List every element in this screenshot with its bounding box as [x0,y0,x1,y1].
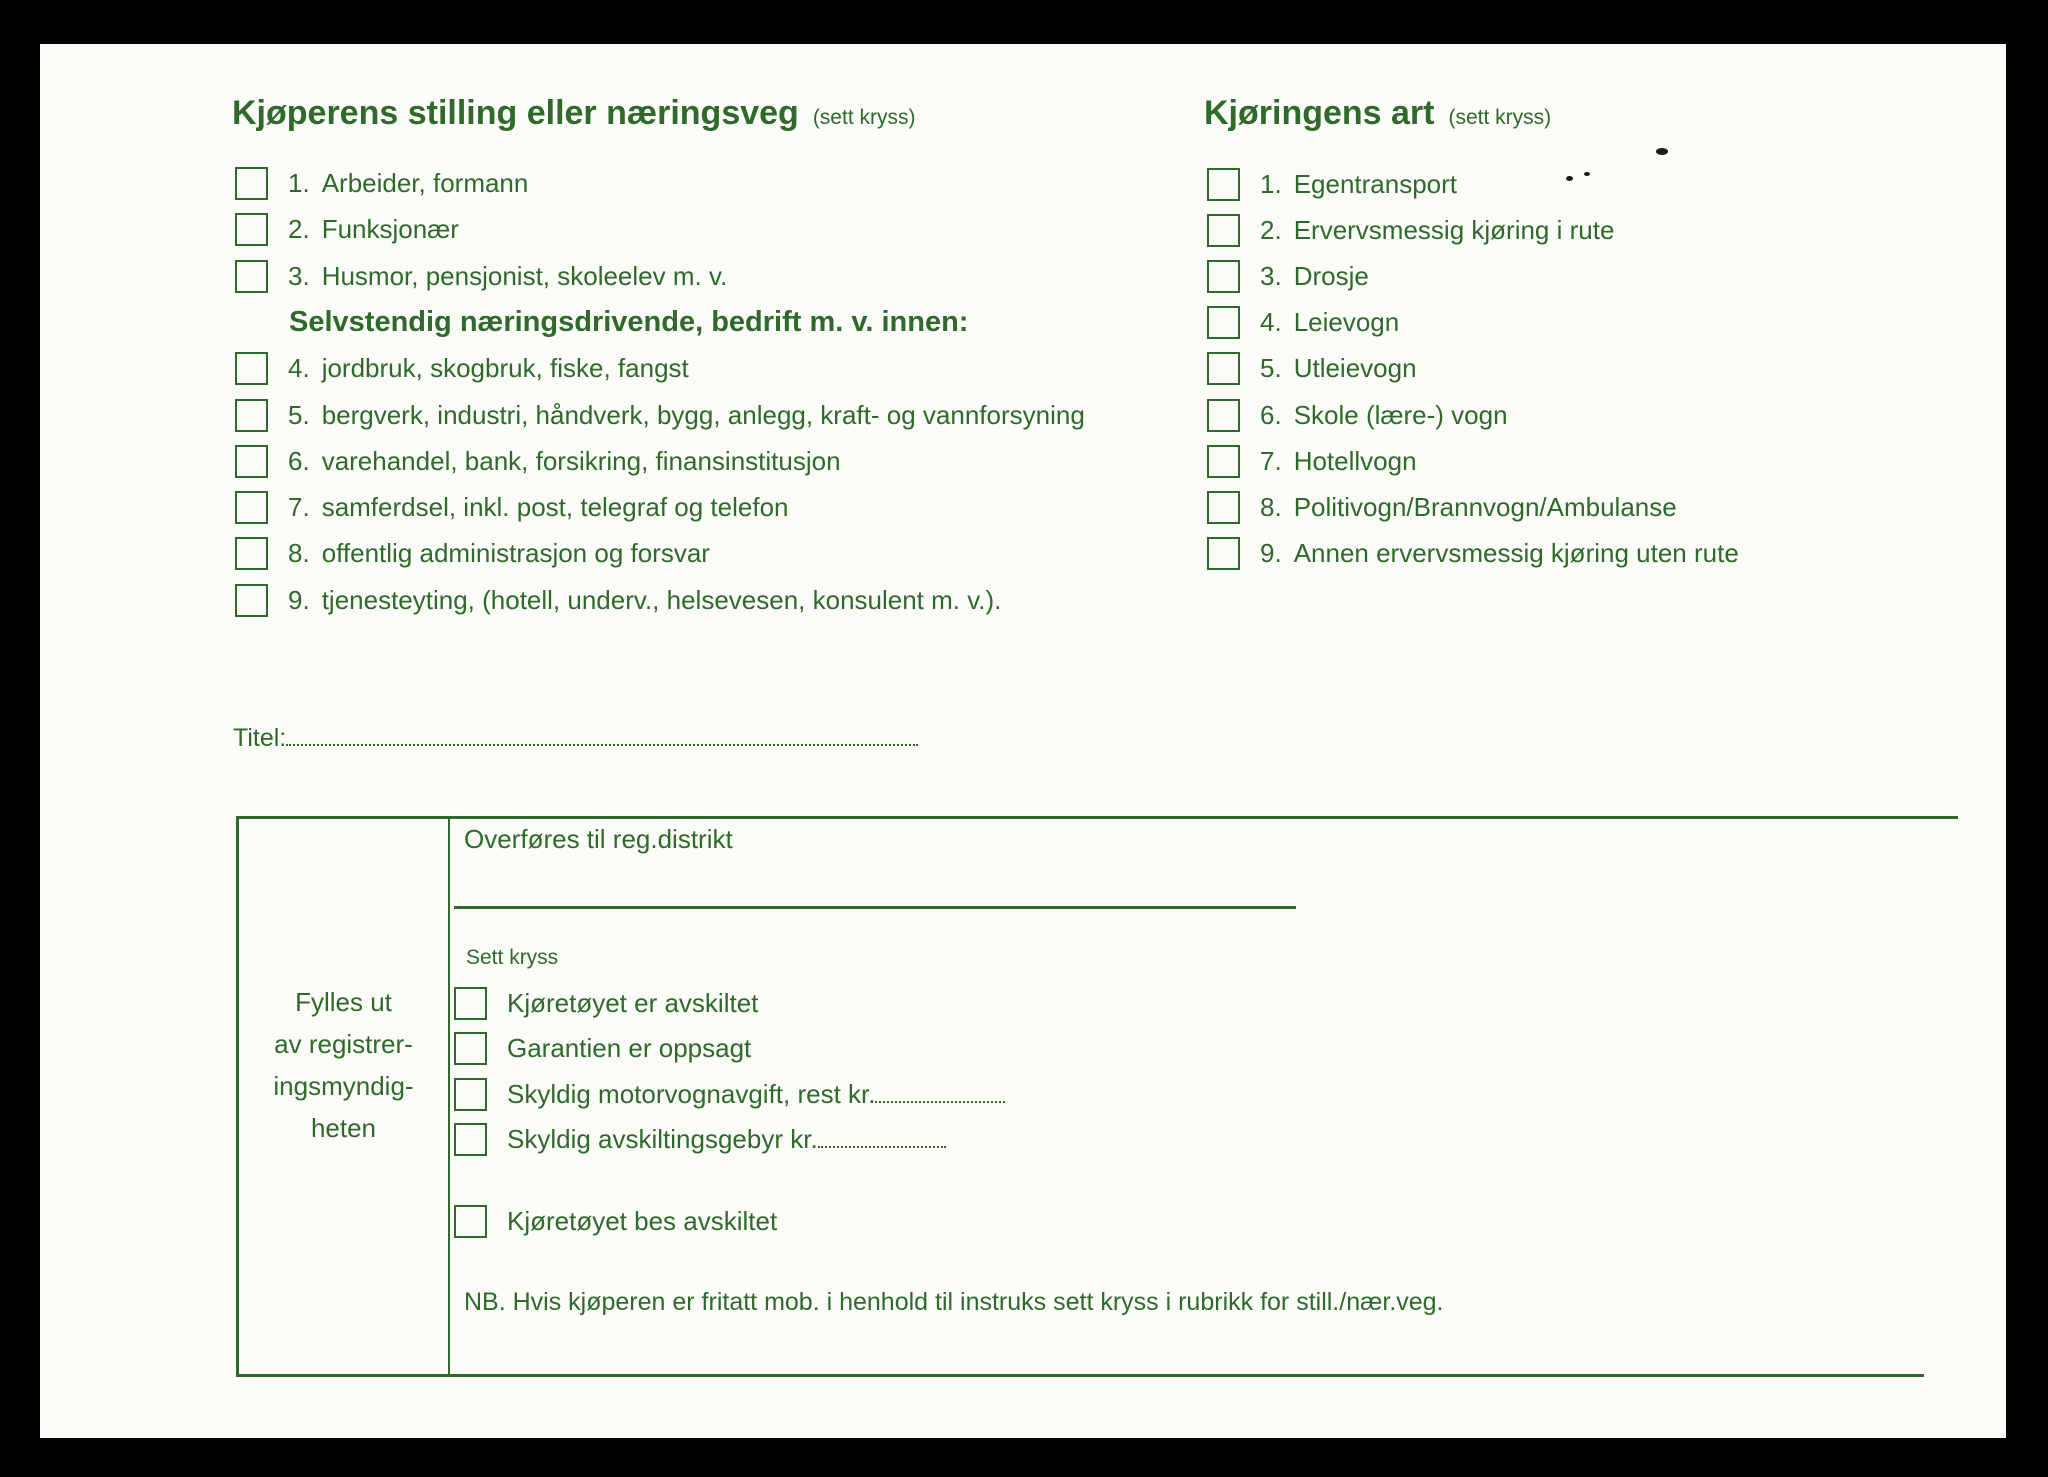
box-divider-rule [448,816,450,1374]
checkbox-row-occupation-7[interactable] [235,491,789,524]
titel-field[interactable] [233,724,918,753]
checkbox[interactable] [454,1078,487,1111]
item-number: 1. [1260,169,1282,199]
item-number: 5. [288,400,310,430]
checkbox-row-driving-4[interactable] [1207,306,1399,339]
check-label: Skyldig avskiltingsgebyr kr. [507,1124,818,1154]
item-number: 7. [288,492,310,522]
check-label: Garantien er oppsagt [507,1033,752,1063]
item-label: Egentransport [1293,169,1458,199]
checkbox[interactable] [454,1123,487,1156]
item-label: Drosje [1293,261,1369,291]
right-section-title [1204,94,1551,133]
left-title-text: Kjøperens stilling eller næringsveg [232,94,799,132]
checkbox[interactable] [235,167,268,200]
checkbox[interactable] [1207,260,1240,293]
item-number: 4. [1260,307,1282,337]
checkbox-row-occupation-8[interactable] [235,537,710,570]
checkbox-row-occupation-1[interactable] [235,167,528,200]
registry-note-line: av registrer- [274,1029,413,1059]
registry-note-line: ingsmyndig- [273,1071,414,1101]
checkbox-row-occupation-3[interactable] [235,260,727,293]
item-number: 6. [1260,400,1282,430]
item-number: 2. [288,214,310,244]
checkbox[interactable] [1207,306,1240,339]
ink-speck [1584,172,1590,176]
checkbox-row-guarantee[interactable] [454,1032,751,1065]
item-number: 9. [288,585,310,615]
checkbox[interactable] [235,584,268,617]
checkbox[interactable] [1207,214,1240,247]
amount-dotted-line[interactable] [818,1142,946,1148]
checkbox[interactable] [1207,445,1240,478]
item-label: tjenesteyting, (hotell, underv., helsevesen, konsulent m. v.). [321,585,1002,615]
right-title-note: (sett kryss) [1448,106,1552,129]
checkbox[interactable] [235,213,268,246]
item-label: Hotellvogn [1293,446,1417,476]
item-label: jordbruk, skogbruk, fiske, fangst [321,353,689,383]
item-label: Annen ervervsmessig kjøring uten rute [1293,538,1739,568]
transfer-label: Overføres til reg.distrikt [464,824,733,854]
check-label: Kjøretøyet er avskiltet [507,988,759,1018]
checkbox[interactable] [235,260,268,293]
item-label: Utleievogn [1293,353,1417,383]
item-number: 4. [288,353,310,383]
checkbox-row-plate-fee[interactable] [454,1123,946,1156]
registry-note-line: heten [310,1113,377,1143]
checkbox-row-occupation-6[interactable] [235,445,841,478]
checkbox-row-driving-3[interactable] [1207,260,1369,293]
left-title-note: (sett kryss) [812,106,916,129]
checkbox-row-driving-9[interactable] [1207,537,1739,570]
checkbox-row-driving-1[interactable] [1207,168,1457,201]
self-employed-subheading: Selvstendig næringsdrivende, bedrift m. v. innen: [289,306,969,338]
titel-label: Titel: [233,724,287,752]
checkbox-row-motor-tax[interactable] [454,1078,1005,1111]
checkbox-row-driving-8[interactable] [1207,491,1677,524]
checkbox[interactable] [1207,537,1240,570]
item-label: offentlig administrasjon og forsvar [321,538,710,568]
nb-note: NB. Hvis kjøperen er fritatt mob. i henhold til instruks sett kryss i rubrikk for still./nær.veg. [464,1288,1444,1316]
checkbox-row-occupation-2[interactable] [235,213,459,246]
right-title-text: Kjøringens art [1204,94,1435,132]
left-section-title [232,94,915,133]
checkbox-row-occupation-4[interactable] [235,352,689,385]
item-label: Arbeider, formann [321,168,529,198]
box-bottom-rule [236,1374,1924,1377]
item-label: samferdsel, inkl. post, telegraf og telefon [321,492,789,522]
checkbox[interactable] [1207,399,1240,432]
item-number: 9. [1260,538,1282,568]
checkbox-row-driving-6[interactable] [1207,399,1508,432]
item-number: 7. [1260,446,1282,476]
item-number: 8. [288,538,310,568]
checkbox-row-driving-2[interactable] [1207,214,1614,247]
box-top-rule [236,816,1958,819]
item-label: Husmor, pensjonist, skoleelev m. v. [321,261,728,291]
checkbox-row-driving-5[interactable] [1207,352,1417,385]
checkbox[interactable] [235,352,268,385]
checkbox-row-deregistered[interactable] [454,987,758,1020]
checkbox[interactable] [454,1032,487,1065]
item-number: 2. [1260,215,1282,245]
registry-note-line: Fylles ut [295,987,392,1017]
checkbox[interactable] [235,399,268,432]
checkbox[interactable] [1207,491,1240,524]
checkbox[interactable] [1207,168,1240,201]
amount-dotted-line[interactable] [875,1097,1005,1103]
item-number: 3. [1260,261,1282,291]
item-label: Skole (lære-) vogn [1293,400,1508,430]
checkbox-row-request-deregister[interactable] [454,1205,777,1238]
checkbox[interactable] [1207,352,1240,385]
checkbox[interactable] [235,537,268,570]
item-label: varehandel, bank, forsikring, finansinstitusjon [321,446,841,476]
registry-authority-note [239,981,448,1149]
item-label: Politivogn/Brannvogn/Ambulanse [1293,492,1677,522]
checkbox[interactable] [454,987,487,1020]
sett-kryss-label: Sett kryss [466,946,559,969]
ink-speck [1566,176,1573,181]
checkbox-row-occupation-9[interactable] [235,584,1001,617]
item-label: Funksjonær [321,214,459,244]
item-number: 3. [288,261,310,291]
item-label: bergverk, industri, håndverk, bygg, anlegg, kraft- og vannforsyning [321,400,1085,430]
ink-speck [1656,148,1668,155]
checkbox-row-driving-7[interactable] [1207,445,1417,478]
check-label: Kjøretøyet bes avskiltet [507,1206,778,1236]
checkbox-row-occupation-5[interactable] [235,399,1085,432]
checkbox[interactable] [235,491,268,524]
transfer-district-input-line[interactable] [454,906,1296,909]
item-number: 6. [288,446,310,476]
check-label: Skyldig motorvognavgift, rest kr. [507,1079,876,1109]
item-number: 1. [288,168,310,198]
item-label: Leievogn [1293,307,1400,337]
item-number: 8. [1260,492,1282,522]
item-label: Ervervsmessig kjøring i rute [1293,215,1615,245]
checkbox[interactable] [454,1205,487,1238]
titel-dotted-line [286,740,918,746]
item-number: 5. [1260,353,1282,383]
checkbox[interactable] [235,445,268,478]
